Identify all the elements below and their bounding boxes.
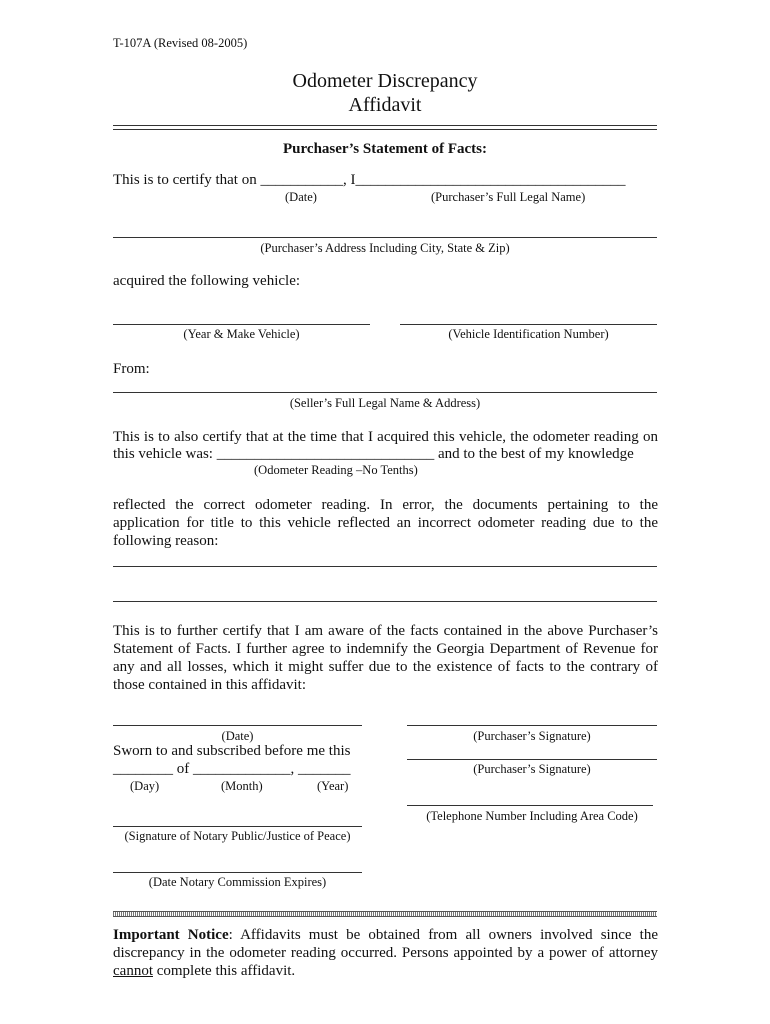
reason-field-line-1[interactable] (113, 566, 657, 567)
purchaser-name-caption: (Purchaser’s Full Legal Name) (431, 190, 586, 204)
important-notice (113, 926, 658, 980)
purchaser-sig-caption-2: (Purchaser’s Signature) (473, 762, 591, 776)
section-heading: Purchaser’s Statement of Facts: (283, 141, 487, 157)
purchaser-sig-caption-1: (Purchaser’s Signature) (473, 729, 591, 743)
form-id: T-107A (Revised 08-2005) (113, 36, 248, 50)
vin-caption: (Vehicle Identification Number) (448, 327, 609, 341)
further-paragraph: This is to further certify that I am aware of the facts contained in the above Purchaser’s Statement of Facts. I further agree to indemnify the Georgia Department of Revenue for any and all losses, which it might suffer due to the existence of facts to the contrary of those contained in this affidavit: (113, 623, 658, 693)
notary-sig-caption: (Signature of Notary Public/Justice of Peace) (124, 829, 351, 843)
telephone-caption: (Telephone Number Including Area Code) (426, 809, 638, 823)
odometer-line1: This is to also certify that at the time that I acquired this vehicle, the odometer reading on (113, 429, 658, 445)
error-paragraph: reflected the correct odometer reading. In error, the documents pertaining to the application for title to this vehicle reflected an incorrect odometer reading due to the following reason: (113, 497, 658, 549)
seller-field-line[interactable] (113, 392, 657, 393)
notice-label: Important Notice (113, 927, 229, 943)
page-title-line2: Affidavit (348, 94, 422, 116)
reason-field-line-2[interactable] (113, 601, 657, 602)
notice-divider (113, 911, 657, 917)
notice-text-a: : Affidavits must be obtained from all owners involved since the discrepancy in the odometer reading occurred. Persons appointed by a power of attorney (113, 927, 658, 961)
sworn-blanks: ________ of _____________, _______ (113, 761, 351, 777)
certify-line: This is to certify that on ___________, I____________________________________ (113, 172, 626, 188)
address-field-line[interactable] (113, 237, 657, 238)
commission-field-line[interactable] (113, 872, 362, 873)
year-make-caption: (Year & Make Vehicle) (183, 327, 300, 341)
telephone-field-line[interactable] (407, 805, 653, 806)
page-title-line1: Odometer Discrepancy (292, 70, 478, 92)
day-caption: (Day) (130, 779, 160, 793)
acquired-text: acquired the following vehicle: (113, 273, 301, 289)
from-label: From: (113, 361, 150, 377)
year-caption: (Year) (317, 779, 349, 793)
notice-cannot: cannot (113, 963, 153, 979)
notary-sig-field-line[interactable] (113, 826, 362, 827)
notice-text-b: complete this affidavit. (152, 963, 296, 979)
sworn-text: Sworn to and subscribed before me this (113, 743, 351, 759)
commission-caption: (Date Notary Commission Expires) (148, 875, 327, 889)
sig-date-field-line[interactable] (113, 725, 362, 726)
year-make-field-line[interactable] (113, 324, 370, 325)
month-caption: (Month) (221, 779, 263, 793)
odometer-line2: this vehicle was: _____________________________ and to the best of my knowledge (113, 446, 634, 462)
purchaser-sig-field-line-2[interactable] (407, 759, 657, 760)
address-caption: (Purchaser’s Address Including City, State & Zip) (260, 241, 510, 255)
purchaser-sig-field-line-1[interactable] (407, 725, 657, 726)
sig-date-caption: (Date) (221, 729, 254, 743)
odometer-caption: (Odometer Reading –No Tenths) (254, 463, 418, 477)
seller-caption: (Seller’s Full Legal Name & Address) (289, 396, 481, 410)
vin-field-line[interactable] (400, 324, 657, 325)
date-caption: (Date) (285, 190, 317, 204)
header-divider (113, 125, 657, 130)
